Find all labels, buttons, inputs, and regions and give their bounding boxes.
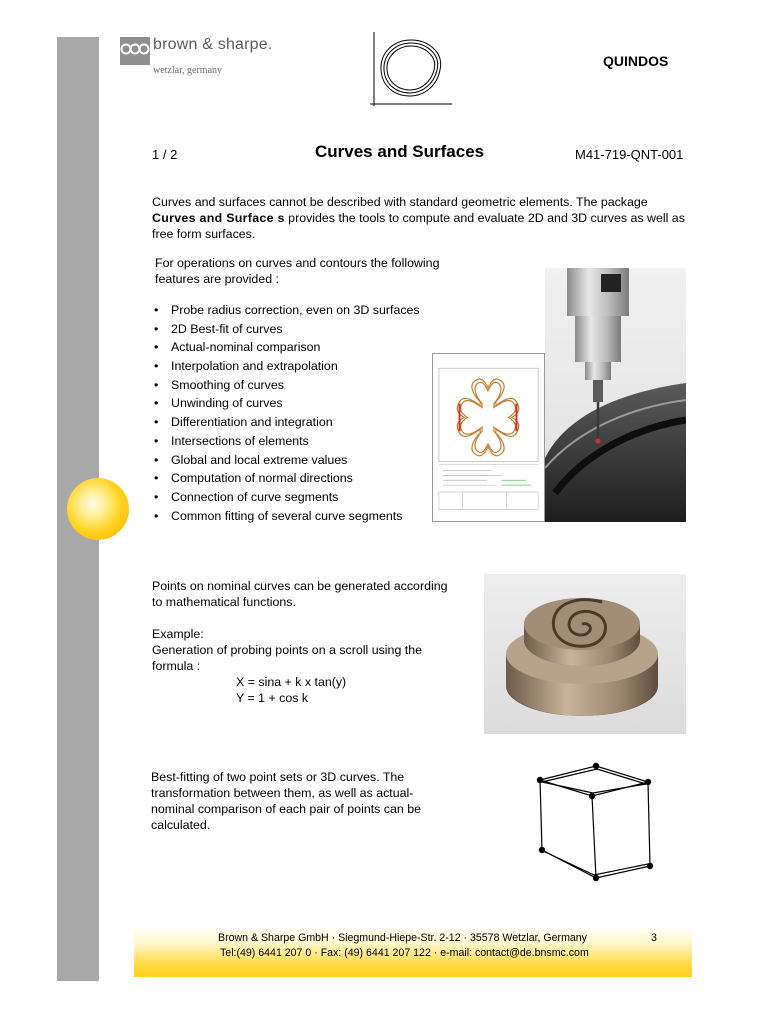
feature-item: • Intersections of elements — [154, 432, 420, 451]
feature-item: • Common fitting of several curve segments — [154, 507, 420, 526]
feature-item: • Actual-nominal comparison — [154, 338, 420, 357]
page-fraction: 1 / 2 — [152, 147, 178, 162]
logo-text: brown & sharpe. — [153, 36, 273, 53]
page-number: 3 — [651, 932, 657, 944]
bestfit-text: Best-fitting of two point sets or 3D curves. The transformation between them, as well as actual-nominal comparison of each pair of points can be calculated. — [151, 770, 421, 832]
features-list — [154, 301, 420, 525]
footer-contact: Tel:(49) 6441 207 0 · Fax: (49) 6441 207 122 · e-mail: contact@de.bnsmc.com — [220, 947, 589, 959]
formula-y: Y = 1 + cos k — [236, 691, 309, 705]
document-number: M41-719-QNT-001 — [575, 147, 684, 162]
feature-item: • Connection of curve segments — [154, 488, 420, 507]
nominal-curves-text — [152, 578, 452, 706]
features-intro: For operations on curves and contours the following features are provided : — [155, 256, 440, 286]
page-title: Curves and Surfaces — [315, 142, 485, 161]
feature-item: • 2D Best-fit of curves — [154, 320, 420, 339]
intro-text-end: provides the tools to compute and evaluate 2D and 3D curves as well as free form surfaces. — [152, 211, 685, 241]
formula-x: X = sina + k x tan(y) — [236, 675, 347, 689]
example-description: Generation of probing points on a scroll using the formula : — [152, 643, 423, 673]
logo-circles-icon — [120, 40, 154, 58]
feature-item: • Differentiation and integration — [154, 413, 420, 432]
brand-name: QUINDOS — [603, 53, 669, 69]
header-curve-plot — [368, 30, 454, 108]
contour-drawing-sheet — [432, 353, 545, 522]
feature-item: • Probe radius correction, even on 3D surfaces — [154, 301, 420, 320]
cube-wireframe-drawing — [530, 758, 660, 884]
scroll-part-photo — [484, 574, 686, 734]
footer-address: Brown & Sharpe GmbH · Siegmund-Hiepe-Str. 2-12 · 35578 Wetzlar, Germany — [218, 932, 587, 944]
probe-photo — [545, 268, 686, 522]
feature-item: • Global and local extreme values — [154, 451, 420, 470]
feature-item: • Smoothing of curves — [154, 376, 420, 395]
package-name: Curves and Surface s — [152, 211, 285, 225]
logo-subtitle: wetzlar, germany — [153, 65, 223, 76]
intro-text-start: Curves and surfaces cannot be described with standard geometric elements. The package — [152, 195, 648, 209]
feature-item: • Interpolation and extrapolation — [154, 357, 420, 376]
feature-item: • Unwinding of curves — [154, 394, 420, 413]
example-label: Example: — [152, 627, 204, 641]
intro-paragraph — [152, 194, 692, 242]
nominal-curves-intro: Points on nominal curves can be generated according to mathematical functions. — [152, 579, 448, 609]
feature-item: • Computation of normal directions — [154, 469, 420, 488]
sun-circle-icon — [67, 478, 129, 540]
